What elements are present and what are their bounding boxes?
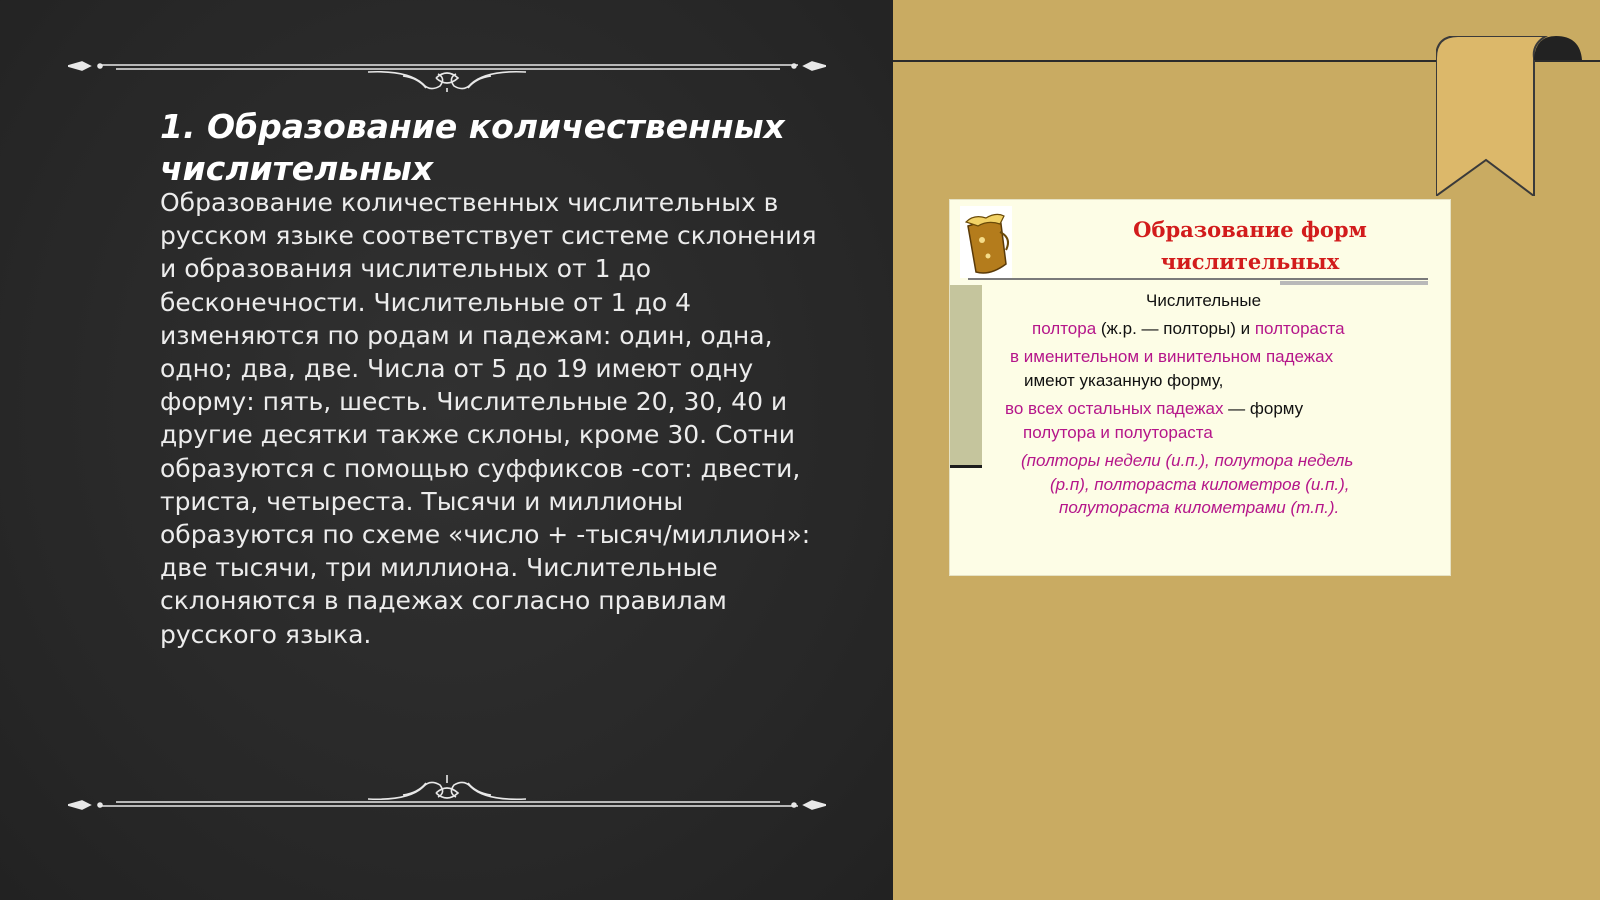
slide-line: полутораста километрами (т.п.). [1059, 498, 1340, 517]
slide-divider-shadow [1280, 281, 1428, 285]
slide-line: во всех остальных падежах — форму [1005, 399, 1304, 418]
slide-image [950, 200, 1450, 575]
slide-title-line2: числительных [1160, 249, 1340, 274]
flourish-divider-bottom-icon [68, 775, 826, 825]
slide-line: полтора (ж.р. — полторы) и полтораста [1032, 319, 1345, 338]
slide-title [1100, 214, 1400, 278]
slide-divider [968, 278, 1428, 280]
slide-line: полутора и полутораста [1023, 423, 1213, 442]
scroll-icon [960, 206, 1012, 278]
slide-side-strip [950, 285, 982, 465]
slide-icon-frame [960, 206, 1012, 278]
slide-line: в именительном и винительном падежах [1010, 347, 1334, 366]
slide-line: (полторы недели (и.п.), полутора недель [1021, 451, 1354, 470]
slide-line: имеют указанную форму, [1024, 371, 1224, 390]
slide-title-line1: Образование форм [1133, 217, 1367, 242]
body-text: Образование количественных числительных в русском языке соответствует системе склонения и образования числительных от 1 до бесконечности. Числительные от 1 до 4 изменяются по родам и падежам: один, одна, одно; два, две. Числа от 5 до 19 имеют одну форму: пять, шесть. Числительные 20, 30, 40 и другие десятки также склоны, кроме 30. Сотни образуются с помощью суффиксов -сот: двести, триста, четыреста. Тысячи и миллионы образуются по схеме «число + -тысяч/миллион»: две тысячи, три миллиона. Числительные склоняются в падежах согласно правилам русского языка. [160, 188, 817, 649]
slide-line: Числительные [1146, 291, 1262, 310]
slide-line: (р.п), полтораста километров (и.п.), [1050, 475, 1350, 494]
page-title: 1. Образование количественных числительных [160, 107, 785, 188]
slide-strip-rule [950, 465, 982, 468]
flourish-divider-top-icon [68, 42, 826, 92]
bookmark-ribbon-icon [1436, 36, 1586, 196]
